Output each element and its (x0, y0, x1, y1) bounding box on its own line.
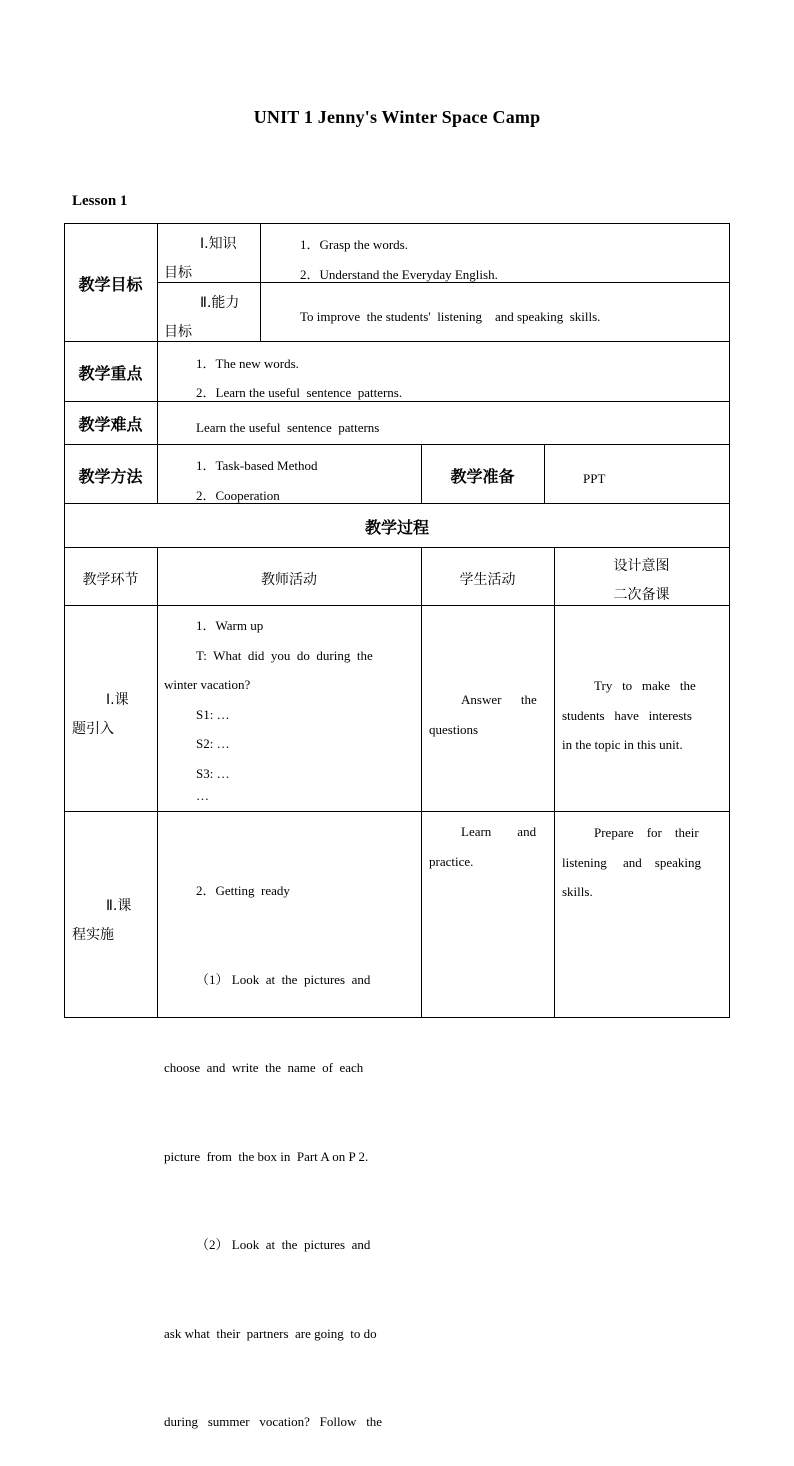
objectives-header: 教学目标 (78, 275, 143, 294)
methods-header: 教学方法 (78, 467, 143, 486)
teacher-line: S1: … (196, 706, 230, 722)
difficulties-text: Learn the useful sentence patterns (196, 420, 380, 435)
stage-label-cont: 题引入 (72, 721, 114, 737)
column-header-teacher: 教师活动 (261, 572, 317, 588)
ability-label-cont: 目标 (164, 324, 192, 340)
key-points-header: 教学重点 (78, 364, 143, 383)
teacher-line: winter vacation? (164, 677, 251, 692)
row-divider (64, 605, 730, 606)
teacher-line: T: What did you do during the (196, 647, 373, 663)
design-intent (562, 818, 722, 907)
lesson-heading: Lesson 1 (72, 193, 128, 209)
teacher-activity (164, 611, 413, 804)
teacher-line: ask what their partners are going to do (164, 1325, 377, 1341)
stage-label: Ⅰ.课 (106, 692, 129, 708)
column-divider (544, 444, 545, 504)
difficulties-header: 教学难点 (78, 415, 143, 434)
student-line: Answer the (461, 692, 537, 707)
table-border-right (729, 223, 730, 1018)
preparation-value: PPT (583, 471, 606, 486)
teacher-line: 1．Warm up (196, 618, 264, 633)
knowledge-item: 2．Understand the Everyday English. (300, 267, 498, 282)
teacher-line: （1） Look at the pictures and (196, 971, 371, 987)
design-intent (562, 671, 722, 760)
row-divider (64, 401, 730, 402)
design-line: in the topic in this unit. (562, 737, 683, 752)
row-divider (64, 503, 730, 504)
knowledge-item: 1．Grasp the words. (300, 237, 408, 252)
teacher-line: choose and write the name of each (164, 1060, 364, 1075)
student-activity (429, 685, 547, 744)
column-header-design: 设计意图 (613, 558, 670, 574)
method-item: 1．Task-based Method (196, 458, 318, 473)
column-divider (157, 547, 158, 1018)
method-item: 2．Cooperation (196, 488, 280, 503)
column-divider (421, 547, 422, 1018)
teacher-activity (164, 817, 413, 1466)
teacher-line: （2） Look at the pictures and (196, 1237, 371, 1252)
key-point-item: 1．The new words. (196, 356, 299, 371)
teacher-line: picture from the box in Part A on P 2. (164, 1148, 369, 1164)
student-line: practice. (429, 853, 474, 869)
column-header-stage: 教学环节 (82, 572, 139, 588)
column-divider (157, 223, 158, 504)
stage-label-cont: 程实施 (72, 927, 114, 943)
student-line: Learn and (461, 824, 537, 839)
student-activity (429, 817, 547, 876)
table-border-left (64, 223, 65, 1018)
column-divider (554, 547, 555, 1018)
design-line: Try to make the (594, 678, 696, 693)
ability-text: To improve the students' listening and speaking skills. (300, 309, 601, 324)
process-header: 教学过程 (364, 518, 429, 537)
column-header-design-cont: 二次备课 (613, 587, 670, 603)
ability-label: Ⅱ.能力 (200, 295, 240, 311)
knowledge-label-cont: 目标 (164, 265, 192, 281)
row-divider (64, 811, 730, 812)
row-divider (64, 444, 730, 445)
teacher-line: … (196, 788, 209, 803)
teacher-line: during summer vocation? Follow the (164, 1414, 383, 1429)
teacher-line: S2: … (196, 736, 230, 751)
design-line: skills. (562, 884, 593, 899)
teacher-line: S3: … (196, 765, 230, 781)
knowledge-label: Ⅰ.知识 (200, 236, 237, 252)
stage-label: Ⅱ.课 (106, 898, 132, 914)
teacher-line: 2．Getting ready (196, 883, 290, 898)
column-divider (260, 223, 261, 342)
design-line: Prepare for their (594, 825, 699, 840)
table-border-top (64, 223, 730, 224)
preparation-header: 教学准备 (450, 467, 515, 486)
document-title: UNIT 1 Jenny's Winter Space Camp (253, 107, 541, 127)
key-point-item: 2．Learn the useful sentence patterns. (196, 385, 403, 400)
design-line: listening and speaking (562, 854, 702, 870)
column-header-student: 学生活动 (459, 572, 516, 588)
row-divider (64, 547, 730, 548)
student-line: questions (429, 721, 479, 737)
row-divider (64, 341, 730, 342)
design-line: students have interests (562, 707, 692, 723)
